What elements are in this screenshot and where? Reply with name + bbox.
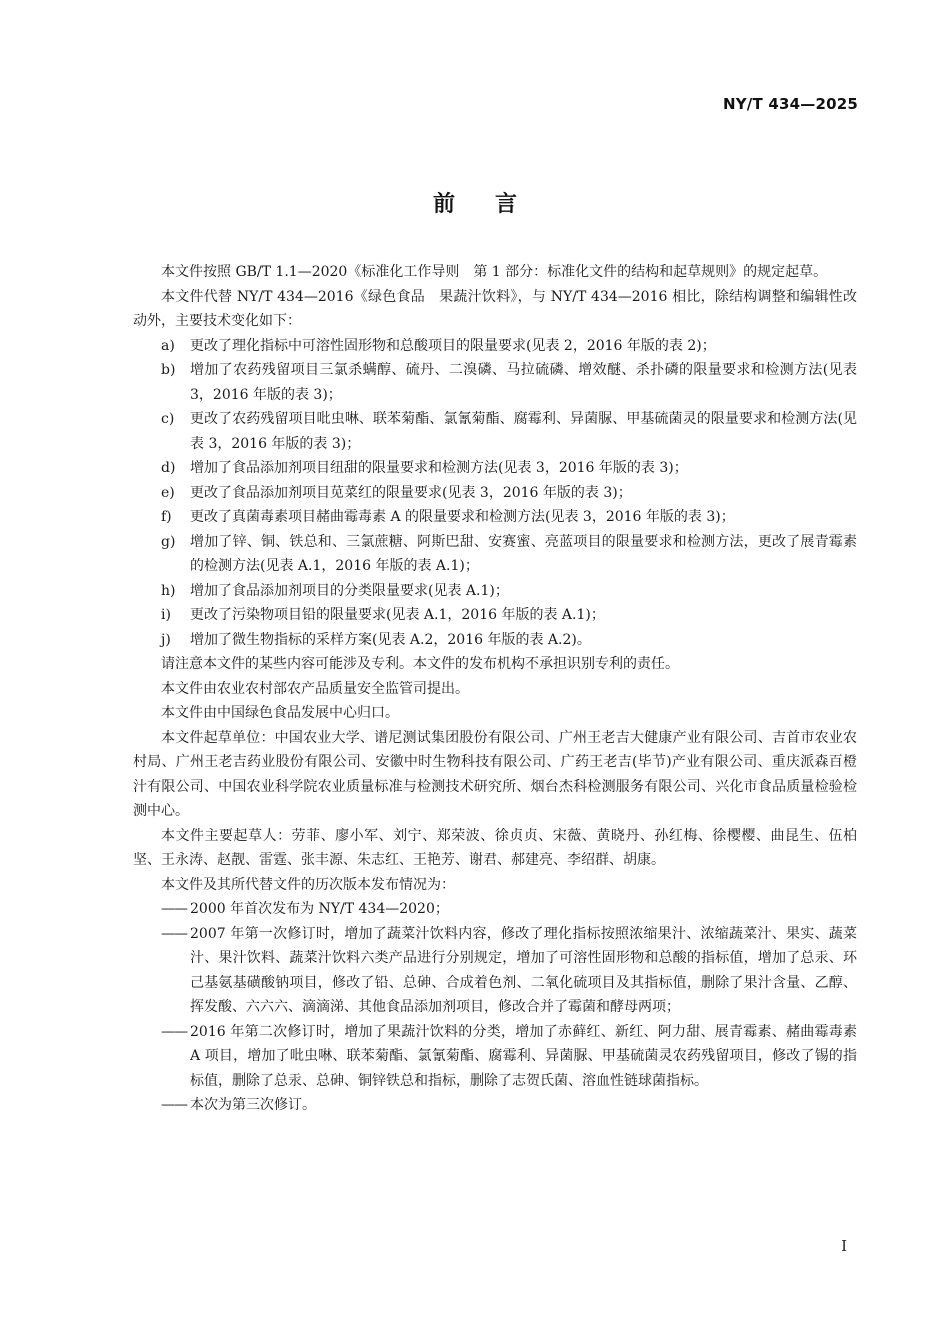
page-number: I — [841, 1237, 847, 1255]
paragraph: 本文件按照 GB/T 1.1—2020《标准化工作导则 第 1 部分：标准化文件的结构和起草规则》的规定起草。 — [161, 264, 828, 280]
history-text: 2000 年首次发布为 NY/T 434—2020； — [190, 901, 449, 917]
changes-list — [133, 334, 857, 653]
list-text: 增加了微生物指标的采样方案(见表 A.2，2016 年版的表 A.2)。 — [190, 631, 591, 648]
list-marker: f) — [161, 509, 172, 525]
list-item — [133, 358, 857, 407]
list-item — [133, 530, 857, 579]
history-text: 本次为第三次修订。 — [190, 1097, 316, 1113]
list-marker: g) — [161, 533, 176, 550]
dash-marker: —— — [161, 1023, 187, 1040]
list-text: 增加了食品添加剂项目的分类限量要求(见表 A.1)； — [190, 582, 509, 599]
history-item — [133, 897, 857, 922]
history-item — [133, 922, 857, 1020]
history-intro-paragraph: 本文件及其所代替文件的历次版本发布情况为： — [161, 876, 455, 893]
list-text: 更改了理化指标中可溶性固形物和总酸项目的限量要求(见表 2，2016 年版的表 2)； — [190, 337, 716, 354]
list-text: 更改了食品添加剂项目苋菜红的限量要求(见表 3，2016 年版的表 3)； — [190, 484, 632, 501]
list-text: 增加了食品添加剂项目纽甜的限量要求和检测方法(见表 3，2016 年版的表 3)； — [190, 460, 688, 476]
list-item — [133, 407, 857, 456]
list-item — [133, 334, 857, 359]
list-item — [133, 628, 857, 653]
dash-marker: —— — [161, 1097, 187, 1113]
list-text: 更改了农药残留项目吡虫啉、联苯菊酯、氯氰菊酯、腐霉利、异菌脲、甲基硫菌灵的限量要求和检测方法(见表 3，2016 年版的表 3)； — [190, 411, 857, 452]
page-title: 前言 — [432, 192, 557, 217]
list-marker: i) — [161, 607, 171, 623]
list-marker: j) — [161, 631, 171, 648]
list-text: 增加了农药残留项目三氯杀螨醇、硫丹、二溴磷、马拉硫磷、增效醚、杀扑磷的限量要求和检测方法(见表 3，2016 年版的表 3)； — [190, 362, 857, 403]
history-item — [133, 1093, 857, 1118]
drafting-units-paragraph: 本文件起草单位：中国农业大学、谱尼测试集团股份有限公司、广州王老吉大健康产业有限公司、吉首市农业农村局、广州王老吉药业股份有限公司、安徽中时生物科技有限公司、广药王老吉(毕节)产业有限公司、重庆派森百橙汁有限公司、中国农业科学院农业质量标准与检测技术研究所、烟台杰科检测服务有限公司、兴化市食品质量检验检测中心。 — [133, 729, 857, 819]
list-marker: b) — [161, 362, 176, 378]
dash-marker: —— — [161, 925, 187, 942]
centralized-paragraph: 本文件由中国绿色食品发展中心归口。 — [161, 705, 399, 721]
list-item — [133, 456, 857, 481]
history-text: 2016 年第二次修订时，增加了果蔬汁饮料的分类，增加了赤藓红、新红、阿力甜、展青霉素、赭曲霉毒素 A 项目，增加了吡虫啉、联苯菊酯、氯氰菊酯、腐霉利、异菌脲、甲基硫菌灵农药残留项目，修改了锡的指标值，删除了总汞、总砷、铜锌铁总和指标，删除了志贺氏菌、溶血性链球菌指标。 — [190, 1023, 857, 1089]
list-marker: d) — [161, 460, 176, 476]
paragraph: 本文件代替 NY/T 434—2016《绿色食品 果蔬汁饮料》，与 NY/T 434—2016 相比，除结构调整和编辑性改动外，主要技术变化如下： — [133, 288, 857, 329]
drafters-paragraph: 本文件主要起草人：劳菲、廖小军、刘宁、郑荣波、徐贞贞、宋薇、黄晓丹、孙红梅、徐樱樱、曲昆生、伍柏坚、王永涛、赵靓、雷霆、张丰源、朱志红、王艳芳、谢君、郝建亮、李绍群、胡康。 — [133, 827, 857, 868]
list-marker: h) — [161, 582, 176, 599]
list-item — [133, 481, 857, 506]
list-item — [133, 603, 857, 628]
list-item — [133, 579, 857, 604]
list-text: 增加了锌、铜、铁总和、三氯蔗糖、阿斯巴甜、安赛蜜、亮蓝项目的限量要求和检测方法，更改了展青霉素的检测方法(见表 A.1，2016 年版的表 A.1)； — [190, 533, 857, 574]
history-item — [133, 1020, 857, 1094]
proposer-paragraph: 本文件由农业农村部农产品质量安全监管司提出。 — [161, 680, 469, 697]
foreword-body — [133, 260, 857, 1118]
history-text: 2007 年第一次修订时，增加了蔬菜汁饮料内容，修改了理化指标按照浓缩果汁、浓缩蔬菜汁、果实、蔬菜汁、果汁饮料、蔬菜汁饮料六类产品进行分别规定，增加了可溶性固形物和总酸的指标值，增加了总汞、环己基氨基磺酸钠项目，修改了铅、总砷、合成着色剂、二氧化硫项目及其指标值，删除了果汁含量、乙醇、挥发酸、六六六、滴滴涕、其他食品添加剂项目，修改合并了霉菌和酵母两项； — [190, 925, 857, 1015]
document-code: NY/T 434—2025 — [722, 95, 858, 113]
list-marker: e) — [161, 484, 175, 501]
list-marker: c) — [161, 411, 175, 427]
list-text: 更改了真菌毒素项目赭曲霉毒素 A 的限量要求和检测方法(见表 3，2016 年版的表 3)； — [190, 509, 735, 525]
history-list — [133, 897, 857, 1118]
list-text: 更改了污染物项目铅的限量要求(见表 A.1，2016 年版的表 A.1)； — [190, 607, 605, 623]
list-item — [133, 505, 857, 530]
dash-marker: —— — [161, 901, 187, 917]
list-marker: a) — [161, 337, 175, 354]
patent-notice: 请注意本文件的某些内容可能涉及专利。本文件的发布机构不承担识别专利的责任。 — [161, 656, 679, 672]
